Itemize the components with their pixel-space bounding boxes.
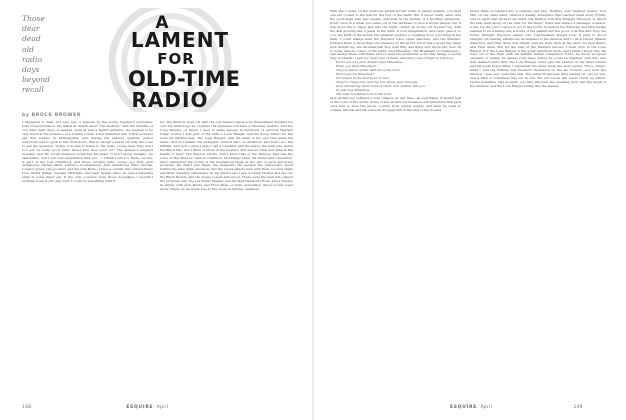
issue-label: : April (153, 405, 169, 410)
intro-line: recall (22, 85, 44, 95)
title-line: LAMENT (130, 28, 230, 52)
magazine-name: ESQUIRE (450, 405, 478, 410)
intro-line: dear (22, 24, 40, 34)
body-column (470, 10, 606, 399)
jingle-line: Jack Armstrong never tires of them, and neither will you. (336, 84, 426, 89)
byline: by BROCK BROWER (22, 113, 82, 118)
page-number: 148 (22, 405, 32, 410)
title-line: RADIO (131, 88, 209, 112)
title-line: OLD-TIME (127, 67, 241, 91)
intro-deck (22, 14, 50, 96)
page-folio (450, 405, 583, 410)
body-paragraph: Jack Armstrong suffered a real collapse at war time—as everything in thumb-ball of the voice of the world. Some of the serial's old audience will remember that Jack once had to save the whole country from enemy agents, and then he went to college. Mutual and the network dropped him in the end of the decade. (330, 95, 461, 112)
jingle-line: The best breakfast food in the land. (336, 92, 392, 97)
body-column (330, 10, 461, 399)
intro-line: old (22, 44, 34, 54)
jingle-line: They're whole wheat with all of the bran. (336, 68, 401, 73)
jingle-line: So just buy Wheaties, (336, 88, 370, 93)
page-number: 149 (573, 405, 583, 410)
body-paragraph: Jack's skills dovetailed into a running plot line. Nothing ever finished clearly. Tom Mix, on the other hand, offered a weekly adventure that reached itself every Friday. One in particular sticks in my mind: the Ralston Tom Mix Straight Shooters, in which the kids went along on the trail, for his magic; there was always a message, a lesson, a way for the good cowboy to act in the world. Somehow the Saturday morning serials seemed to be a fading era, a world of the gallant and the good. Tom Mix and Tony, his horse. Straight Shooters always win. Lawbreakers always lose. It pays to shoot straight. On Sunday afternoons we listened to the Shadow and to Nick Carter, Master Detective, and then there was dinner, and we were back at the radio for Jack Benny and Fred Allen. But for the best of the Western heroes, I must turn to the Lone Ranger. For the Lone Ranger is the great American myth, and I think I know why. He rode out of the West with his faithful Indian companion Tonto; he never accepted payment or praise; he always rode away before he could be thanked. And who was that masked man? Only the Lone Ranger could give the answer, in his silver bullets and his great horse Silver. I remember the shout when the story ended: "Hi-yo, Silver! Away!" And the William Tell Overture thundered on the air. Nobody—not even the Shadow—was ever quite like him. The serial broadcasts have passed on, one by one, and a kind of loneliness has set in, but the old voices will never really be stilled. Listen sometime, late at night: you may still hear the creaking door, and the laugh of the Shadow, and the Lone Ranger riding into the sunset. (470, 10, 606, 89)
title-line: FOR (157, 50, 195, 68)
jingle-line: Won't you buy Jack Armstrong's Wheaties, (336, 60, 403, 65)
left-page (0, 0, 312, 420)
jingle-line: Won't you try Wheaties? (336, 72, 375, 77)
magazine-name: ESQUIRE (126, 405, 154, 410)
title-line: A (155, 13, 169, 33)
body-paragraph: lot. The Shadow went out with the cud framer (whose love immediately dwarfed my own hot anthology) as I believe the Japanese will have a Saturday feature. And the Lone Ranger—of whom I used to make heroes; in hundreds of glorious Western tragic scenes I was part of the radio's Lone Ranger, and his horse Silver; he has done his faithful best. The Lone Ranger, with his mask of his own idea made his name. And he remains the strangest, bravest hero of childhood, and Tonto too, the faithful. And now comes a man I call a Crusader and the brave, the man who wears the Black Hat, and I think of those in the mystery. Who knows what evil lurks in the hearts of men? The Shadow knows. And I know that of the Shadow, that was the voice of The Shadow, Lamont Cranston, and Margo Lane, his friend and companion, and I remember the sound of the mechanical laugh at the end of each and every program. We didn't just listen. We imagined. We became the characters, stood behind the fake grain elevators and the sound-effects men with their coconut shells and their crinkling cellophane. In my mind's eye I saw a Green Hornet and his car, the Black Beauty, and the honey-voiced announcer. There were the men who played the program bits, the Lux Radio Theater and the Bell Telephone Hour, and a Sunday in winter with Jack Benny and Fred Allen—a radio generation whose rooms were never empty, as we made love to the clock on Sunday evenings. (160, 121, 293, 192)
intro-line: dead (22, 34, 41, 44)
jingle-line: For wheat is the best food of man. (336, 76, 390, 81)
intro-line: beyond (22, 75, 50, 85)
right-page (314, 0, 626, 420)
page-folio (22, 405, 168, 410)
issue-label: : April (477, 405, 493, 410)
body-column (160, 121, 293, 399)
intro-line: radio (22, 54, 43, 64)
jingle-line: They're crispy and crunchy, the whole year through; (336, 80, 419, 85)
jingle-line: Have you tried Wheaties? (336, 64, 377, 69)
article-title (84, 8, 284, 112)
body-column (22, 121, 153, 399)
body-paragraph: With the volume on the bedroom Zenith turned down to barely audible, you kept one ear cocked to the hall for the foot of the stairs. But it never really came, and the good-night kiss was usually delivered in the middle of a thrilling adventure. Every once in a while you came out of the darkness to face a worse danger, but it was more fun to listen late into the night, curled up on the old hooked rug, with the dial glowing like a jewel in the dark. It took imagination, and radio gave it to you; the thrill of the sound, the smallest gesture, a creaking door, a footstep in the dark. I could always hear the Hermit's Cave, Inner Sanctum, and the Whistler. Perhaps there is more than one pleasure in the world, but it was a great day when Jack Armstrong, the All-American Boy, with Billy and Betty and Uncle Jim, flew off to some remote corner of the earth. And Wheaties—the Breakfast of Champions—was always there with them, and so were the premiums: a decoder badge, a secret ring, a whistle. I sent for every one of them, and every one of them is lost now. (330, 10, 461, 61)
body-paragraph: I happened to hear, not long ago, a bemoan by the young television performer, John Crosby/Gleason. He talked at length about "the medium," and the remarks of our older radio days, it seemed, were at best a highly tentative. We seemed to be very much in the presence of a roaring comet, some rekindled star of that powered era that rotates on Philadelphia, and, during the ensuing question period everybody had to gush in full. Everybody, that is, except a brave old lady who rose to ask the question: "Some of us like to listen to the radio, young man. Why don't you put on some good radio shows like they used to?" The audience laughed uneasily, and Mr. Crosby/Gleason scratched his head. "I don't know, madam," he said finally, "but I can very sympathize with you ..." I think I can too. Radio, for me, is part of the Lost Childhood, and those old-time radio voices—Joe Kerr, Jack Armstrong, Jimmie Allen, Johnny's programmers, Jack Armstrong, Baby Snooks, Lorenzo Jones, the joy-rider, and his wife Belle—I have a certain and extraordinary love. Stella Dallas, Captain Midnight, and Sam Spade—have an awe-everlasting state in some inner ear. If the only occasion were those nowadays, I wouldn't scribble down it out: gap bent, I could do something with it. (22, 121, 153, 184)
intro-line: days (22, 65, 40, 75)
intro-line: Those (22, 14, 45, 23)
